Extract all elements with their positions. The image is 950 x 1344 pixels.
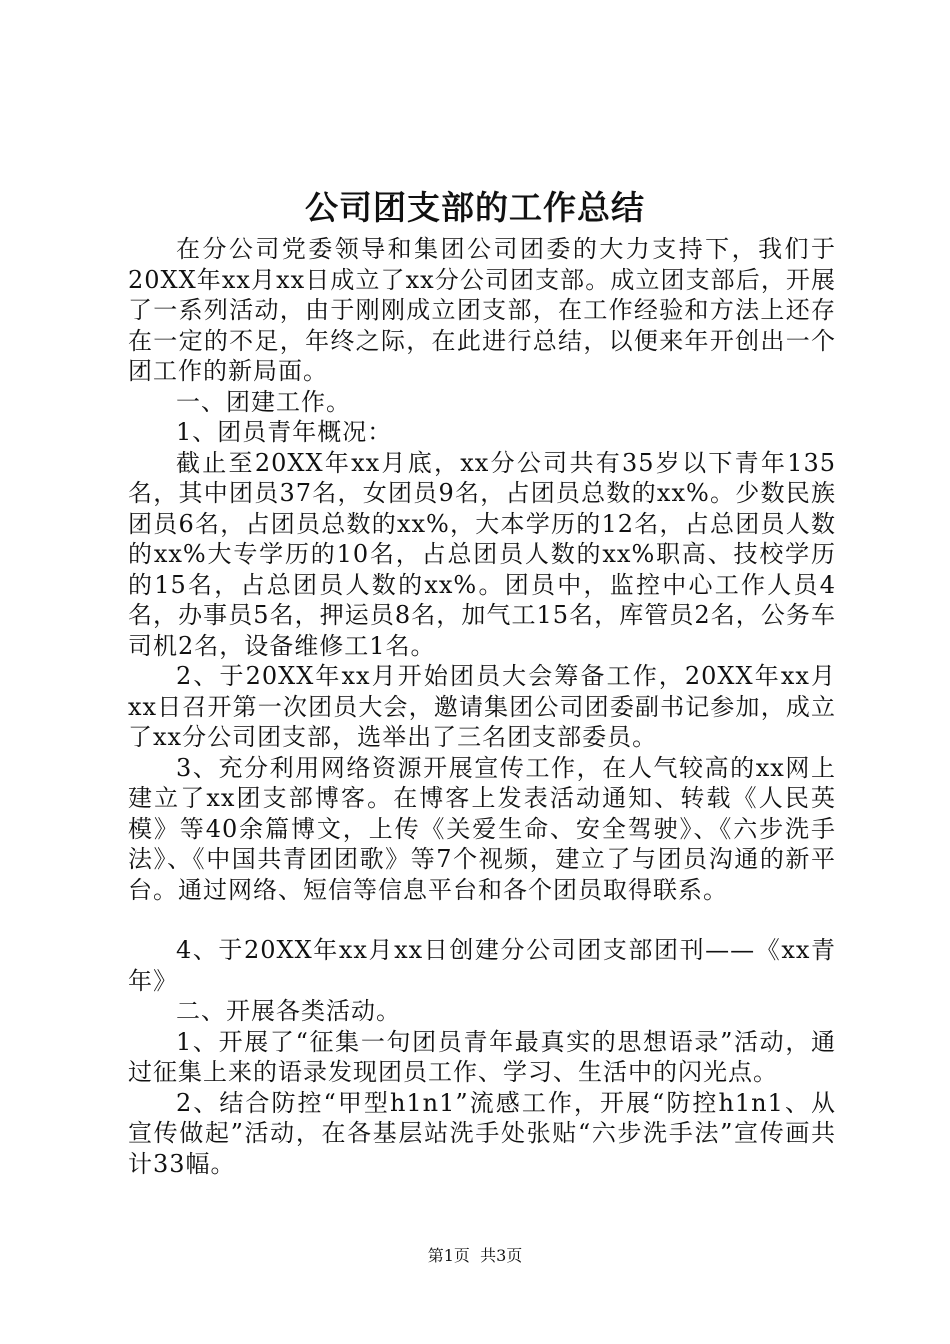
section-heading-tuanjian: 一、团建工作。 <box>176 387 351 416</box>
online-promotion-paragraph: 3、充分利用网络资源开展宣传工作，在人气较高的xx网上建立了xx团支部博客。在博客上发表活动通知、转载《人民英模》等40余篇博文，上传《关爱生命、安全驾驶》、《六步洗手法》、《中国共青团团歌》等7个视频，建立了与团员沟通的新平台。通过网络、短信等信息平台和各个团员取得联系。 <box>128 753 836 904</box>
subheading-member-overview: 1、团员青年概况： <box>176 418 393 446</box>
section-heading-activities: 二、开展各类活动。 <box>176 997 401 1025</box>
document-title: 公司团支部的工作总结 <box>305 188 645 227</box>
document-body <box>128 234 836 1179</box>
member-meeting-paragraph: 2、于20XX年xx月开始团员大会筹备工作，20XX年xx月xx日召开第一次团员大会，邀请集团公司团委副书记参加，成立了xx分公司团支部，选举出了三名团支部委员。 <box>128 662 836 751</box>
h1n1-campaign-paragraph: 2、结合防控“甲型h1n1”流感工作，开展“防控h1n1、从宣传做起”活动，在各基层站洗手处张贴“六步洗手法”宣传画共计33幅。 <box>128 1088 836 1178</box>
quote-collection-paragraph: 1、开展了“征集一句团员青年最真实的思想语录”活动，通过征集上来的语录发现团员工作、学习、生活中的闪光点。 <box>128 1027 836 1086</box>
page-footer <box>0 1245 950 1267</box>
member-stats-paragraph: 截止至20XX年xx月底，xx分公司共有35岁以下青年135名，其中团员37名，女团员9名，占团员总数的xx%。少数民族团员6名，占团员总数的xx%，大本学历的12名，占总团员人数的xx%大专学历的10名，占总团员人数的xx%职高、技校学历的15名，占总团员人数的xx%。团员中，监控中心工作人员4名，办事员5名，押运员8名，加气工15名，库管员2名，公务车司机2名，设备维修工1名。 <box>128 448 836 660</box>
page-number: 第1页 共3页 <box>427 1246 523 1265</box>
intro-paragraph: 在分公司党委领导和集团公司团委的大力支持下，我们于20XX年xx月xx日成立了xx分公司团支部。成立团支部后，开展了一系列活动，由于刚刚成立团支部，在工作经验和方法上还存在一定的不足，年终之际，在此进行总结，以便来年开创出一个团工作的新局面。 <box>128 235 836 385</box>
journal-paragraph: 4、于20XX年xx月xx日创建分公司团支部团刊——《xx青年》 <box>128 936 836 995</box>
